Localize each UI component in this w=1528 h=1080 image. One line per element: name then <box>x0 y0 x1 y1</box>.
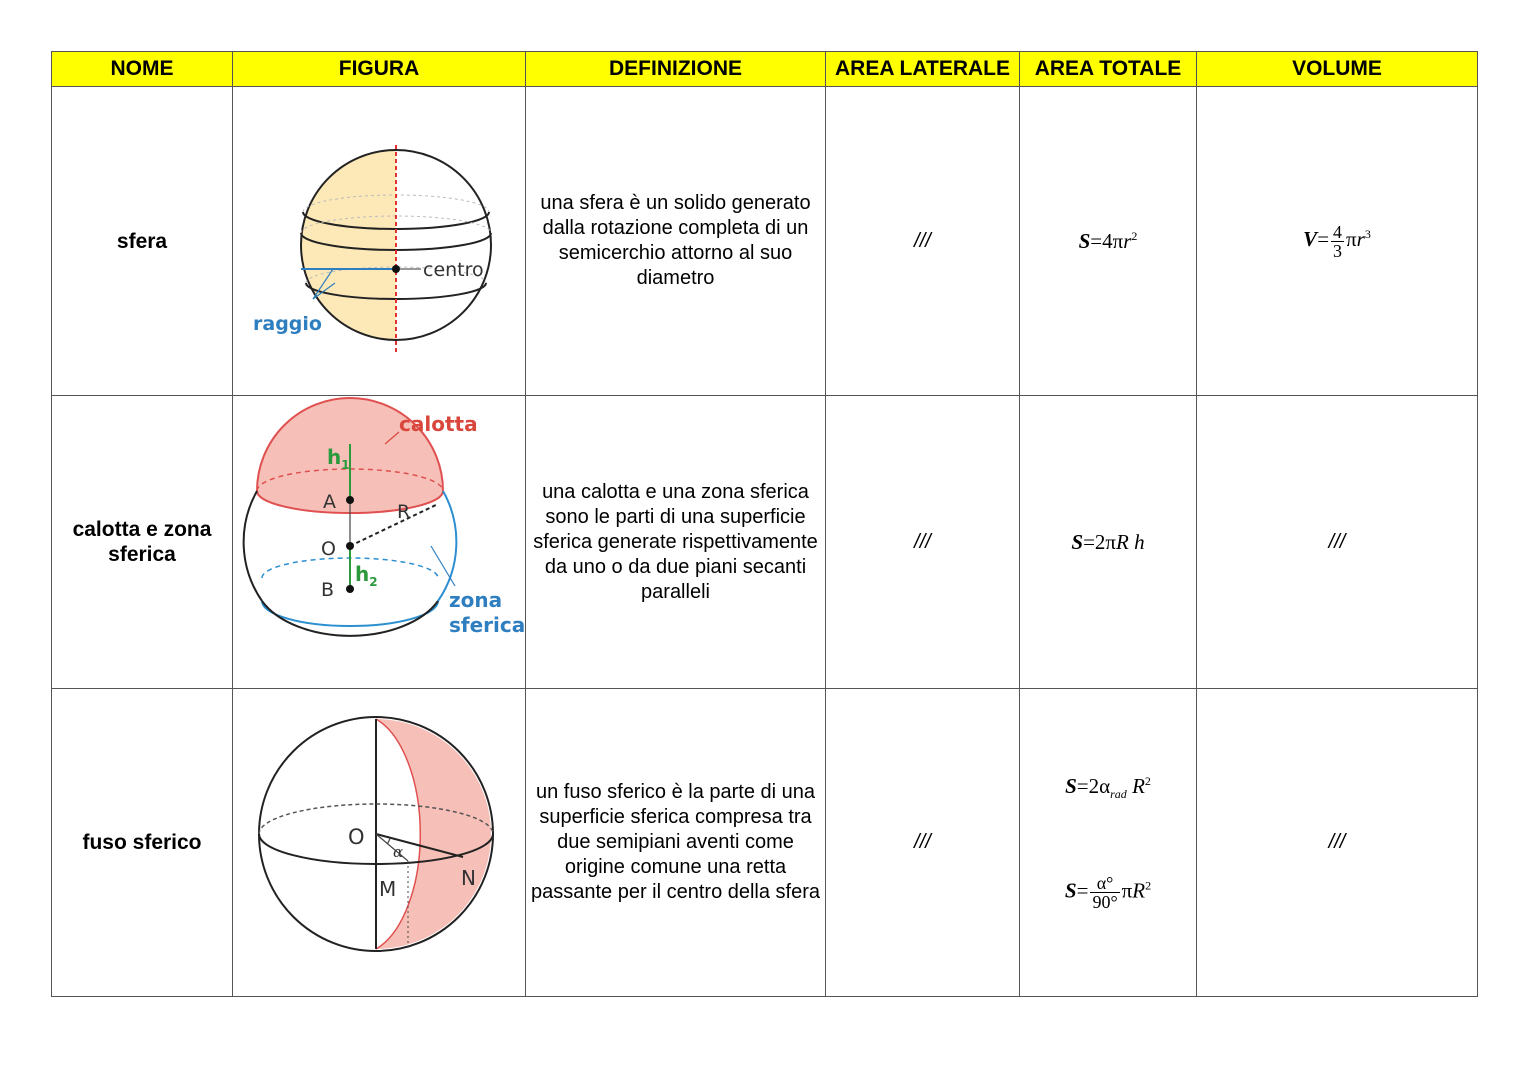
row-definition: una sfera è un solido generato dalla rotazione completa di un semicerchio attorno al suo diametro <box>526 87 826 396</box>
label-B: B <box>321 579 335 601</box>
label-calotta: calotta <box>399 412 478 436</box>
header-area-laterale: AREA LATERALE <box>826 52 1020 87</box>
label-O: O <box>321 538 336 560</box>
formula-area-sfera: $S=4\pi r^2$ <box>1078 228 1138 253</box>
label-centro: centro <box>423 259 484 281</box>
label-R: R <box>397 501 411 523</box>
row-figure <box>233 689 526 997</box>
header-row <box>52 52 1478 87</box>
label-h2: $h_2$ <box>355 562 378 589</box>
row-area-laterale: /// <box>826 396 1020 689</box>
row-area-totale <box>1020 396 1197 689</box>
formula-area-calotta: S=2πR h <box>1071 529 1145 554</box>
row-definition: un fuso sferico è la parte di una superficie sferica compresa tra due semipiani aventi come origine comune una retta passante per il centro della sfera <box>526 689 826 997</box>
lune-fill <box>376 719 491 949</box>
label-zona: zona <box>449 588 503 612</box>
row-name: sfera <box>52 87 233 396</box>
solids-table <box>51 51 1478 997</box>
row-figure <box>233 396 526 689</box>
label-M: M <box>379 877 397 901</box>
formula-area-fuso-rad: $S=2\alpha_{rad}$ $R^2$ <box>1065 773 1151 802</box>
center-point <box>392 265 400 273</box>
row-volume <box>1197 87 1478 396</box>
header-area-totale: AREA TOTALE <box>1020 52 1197 87</box>
label-A: A <box>323 491 336 513</box>
sphere-half-fill <box>301 150 396 340</box>
lune-figure <box>233 689 525 996</box>
row-definition: una calotta e una zona sferica sono le parti di una superficie sferica generate rispettivamente da uno o da due piani secanti paralleli <box>526 396 826 689</box>
row-figure <box>233 87 526 396</box>
row-name: calotta e zona sferica <box>52 396 233 689</box>
label-O: O <box>348 825 365 849</box>
label-sferica: sferica <box>449 613 525 637</box>
label-N: N <box>461 866 476 890</box>
row-name: fuso sferico <box>52 689 233 997</box>
label-raggio: raggio <box>253 313 322 335</box>
formula-area-fuso-deg: S= $\frac{\alpha^\circ}{90^\circ}$ $\pi R^2$ <box>1064 873 1152 913</box>
row-area-totale <box>1020 87 1197 396</box>
header-definizione: DEFINIZIONE <box>526 52 826 87</box>
row-area-totale <box>1020 689 1197 997</box>
row-area-laterale: /// <box>826 689 1020 997</box>
row-volume: /// <box>1197 396 1478 689</box>
table-row <box>52 396 1478 689</box>
table-row <box>52 87 1478 396</box>
row-volume: /// <box>1197 689 1478 997</box>
formula-volume-sfera: V= $\frac{4}{3}$ $\pi r^3$ <box>1303 221 1371 261</box>
label-alpha: α <box>393 843 404 861</box>
header-nome: NOME <box>52 52 233 87</box>
row-area-laterale: /// <box>826 87 1020 396</box>
sphere-figure <box>233 87 525 395</box>
table-row <box>52 689 1478 997</box>
cap-zone-figure <box>233 396 525 688</box>
label-h1: $h_1$ <box>327 445 350 472</box>
header-volume: VOLUME <box>1197 52 1478 87</box>
header-figura: FIGURA <box>233 52 526 87</box>
